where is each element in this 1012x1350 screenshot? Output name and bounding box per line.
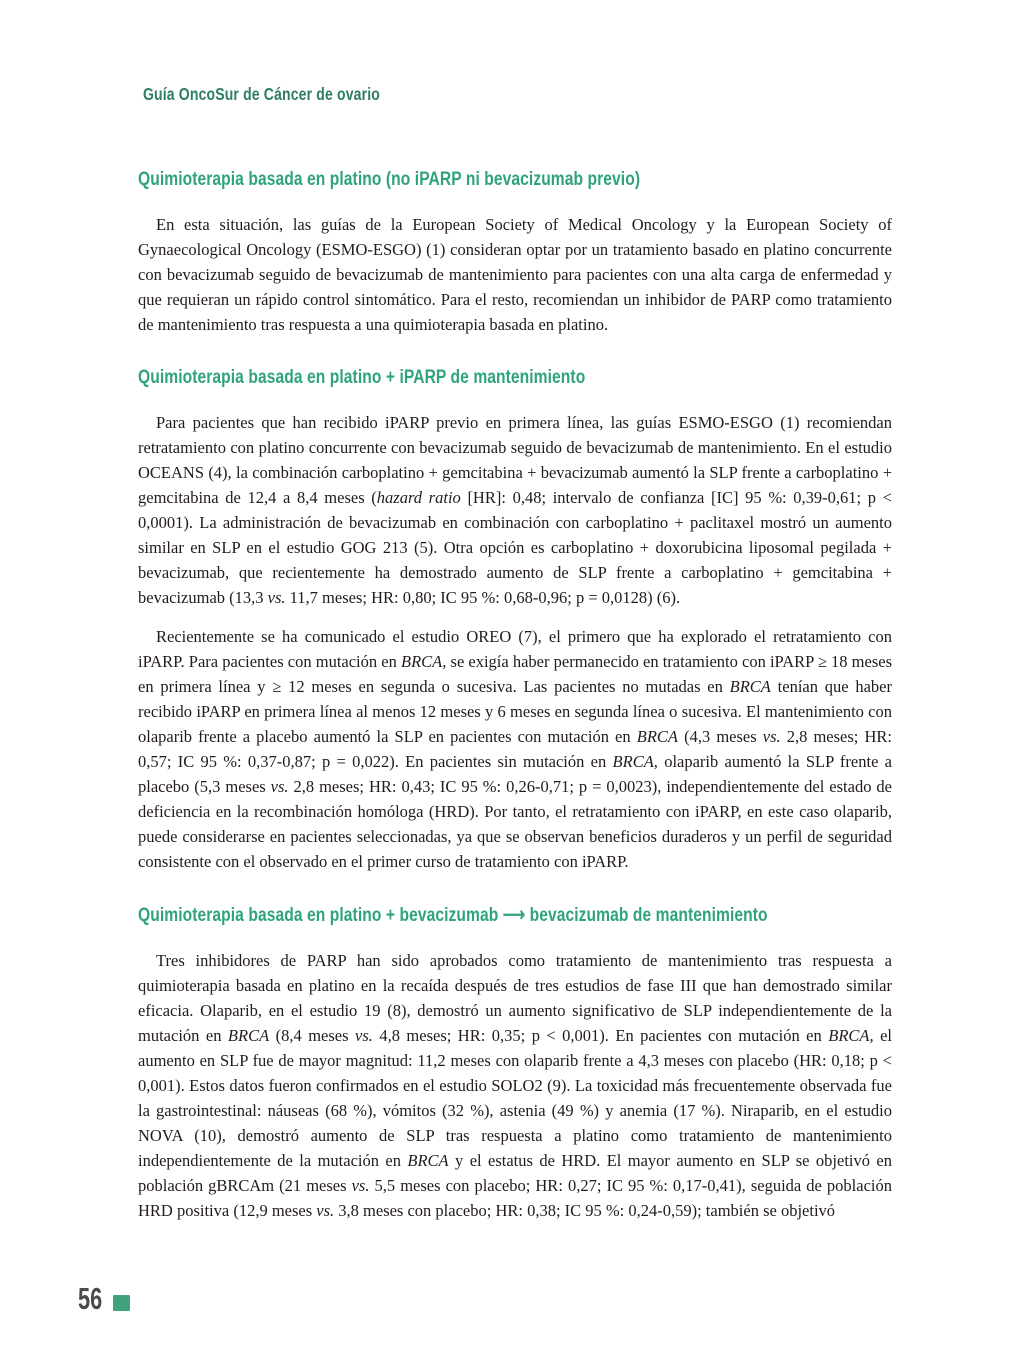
page-marker-square-icon: [113, 1295, 130, 1311]
section-heading-text: Quimioterapia basada en platino + iPARP de mantenimiento: [138, 366, 586, 388]
running-head-text: Guía OncoSur de Cáncer de ovario: [143, 84, 380, 104]
page-footer: [78, 1283, 130, 1314]
paragraph: Para pacientes que han recibido iPARP previo en primera línea, las guías ESMO-ESGO (1) recomiendan retratamiento con platino concurrente con bevacizumab seguido de bevacizumab de mantenimiento. En el estudio OCEANS (4), la combinación carboplatino + gemcitabina + bevacizumab aumentó la SLP frente a carboplatino + gemcitabina de 12,4 a 8,4 meses (hazard ratio [HR]: 0,48; intervalo de confianza [IC] 95 %: 0,39-0,61; p < 0,0001). La administración de bevacizumab en combinación con carboplatino + paclitaxel mostró un aumento similar en SLP en el estudio GOG 213 (5). Otra opción es carboplatino + doxorubicina liposomal pegilada + bevacizumab, que recientemente ha demostrado aumento de SLP frente a carboplatino + gemcitabina + bevacizumab (13,3 vs. 11,7 meses; HR: 0,80; IC 95 %: 0,68-0,96; p = 0,0128) (6).: [138, 413, 892, 607]
section-platinum-chemo: [138, 168, 892, 337]
paragraph: En esta situación, las guías de la European Society of Medical Oncology y la European Society of Gynaecological Oncology (ESMO-ESGO) (1) consideran optar por un tratamiento basado en platino concurrente con bevacizumab seguido de bevacizumab de mantenimiento para pacientes con una alta carga de enfermedad y que requieran un rápido control sintomático. Para el resto, recomiendan un inhibidor de PARP como tratamiento de mantenimiento tras respuesta a una quimioterapia basada en platino.: [138, 215, 892, 334]
content-column: [138, 0, 892, 1223]
section-heading-text: Quimioterapia basada en platino (no iPARP ni bevacizumab previo): [138, 168, 641, 190]
section-heading: [138, 366, 892, 389]
section-platinum-iparp: [138, 366, 892, 874]
section-heading-text: Quimioterapia basada en platino + bevacizumab ⟶ bevacizumab de mantenimiento: [138, 904, 768, 926]
paragraph: Tres inhibidores de PARP han sido aprobados como tratamiento de mantenimiento tras respuesta a quimioterapia basada en platino en la recaída después de tres estudios de fase III que han demostrado similar eficacia. Olaparib, en el estudio 19 (8), demostró un aumento significativo de SLP independientemente de la mutación en BRCA (8,4 meses vs. 4,8 meses; HR: 0,35; p < 0,001). En pacientes con mutación en BRCA, el aumento en SLP fue de mayor magnitud: 11,2 meses con olaparib frente a 4,3 meses con placebo (HR: 0,18; p < 0,001). Estos datos fueron confirmados en el estudio SOLO2 (9). La toxicidad más frecuentemente observada fue la gastrointestinal: náuseas (68 %), vómitos (32 %), astenia (49 %) y anemia (17 %). Niraparib, en el estudio NOVA (10), demostró aumento de SLP tras respuesta a platino como tratamiento de mantenimiento independientemente de la mutación en BRCA y el estatus de HRD. El mayor aumento en SLP se objetivó en población gBRCAm (21 meses vs. 5,5 meses con placebo; HR: 0,27; IC 95 %: 0,17-0,41), seguida de población HRD positiva (12,9 meses vs. 3,8 meses con placebo; HR: 0,38; IC 95 %: 0,24-0,59); también se objetivó: [138, 951, 892, 1220]
page-number: 56: [78, 1281, 103, 1316]
section-heading: [138, 168, 892, 191]
paragraph: Recientemente se ha comunicado el estudio OREO (7), el primero que ha explorado el retratamiento con iPARP. Para pacientes con mutación en BRCA, se exigía haber permanecido en tratamiento con iPARP ≥ 18 meses en primera línea y ≥ 12 meses en segunda o sucesiva. Las pacientes no mutadas en BRCA tenían que haber recibido iPARP en primera línea al menos 12 meses y 6 meses en segunda línea o sucesiva. El mantenimiento con olaparib frente a placebo aumentó la SLP en pacientes con mutación en BRCA (4,3 meses vs. 2,8 meses; HR: 0,57; IC 95 %: 0,37-0,87; p = 0,022). En pacientes sin mutación en BRCA, olaparib aumentó la SLP frente a placebo (5,3 meses vs. 2,8 meses; HR: 0,43; IC 95 %: 0,26-0,71; p = 0,0023), independientemente del estado de deficiencia en la recombinación homóloga (HRD). Por tanto, el retratamiento con iPARP, en este caso olaparib, puede considerarse en pacientes seleccionadas, ya que se observan beneficios duraderos y un perfil de seguridad consistente con el observado en el primer curso de tratamiento con iPARP.: [138, 627, 893, 871]
section-heading: [138, 903, 892, 927]
section-platinum-bevacizumab: [138, 903, 892, 1223]
